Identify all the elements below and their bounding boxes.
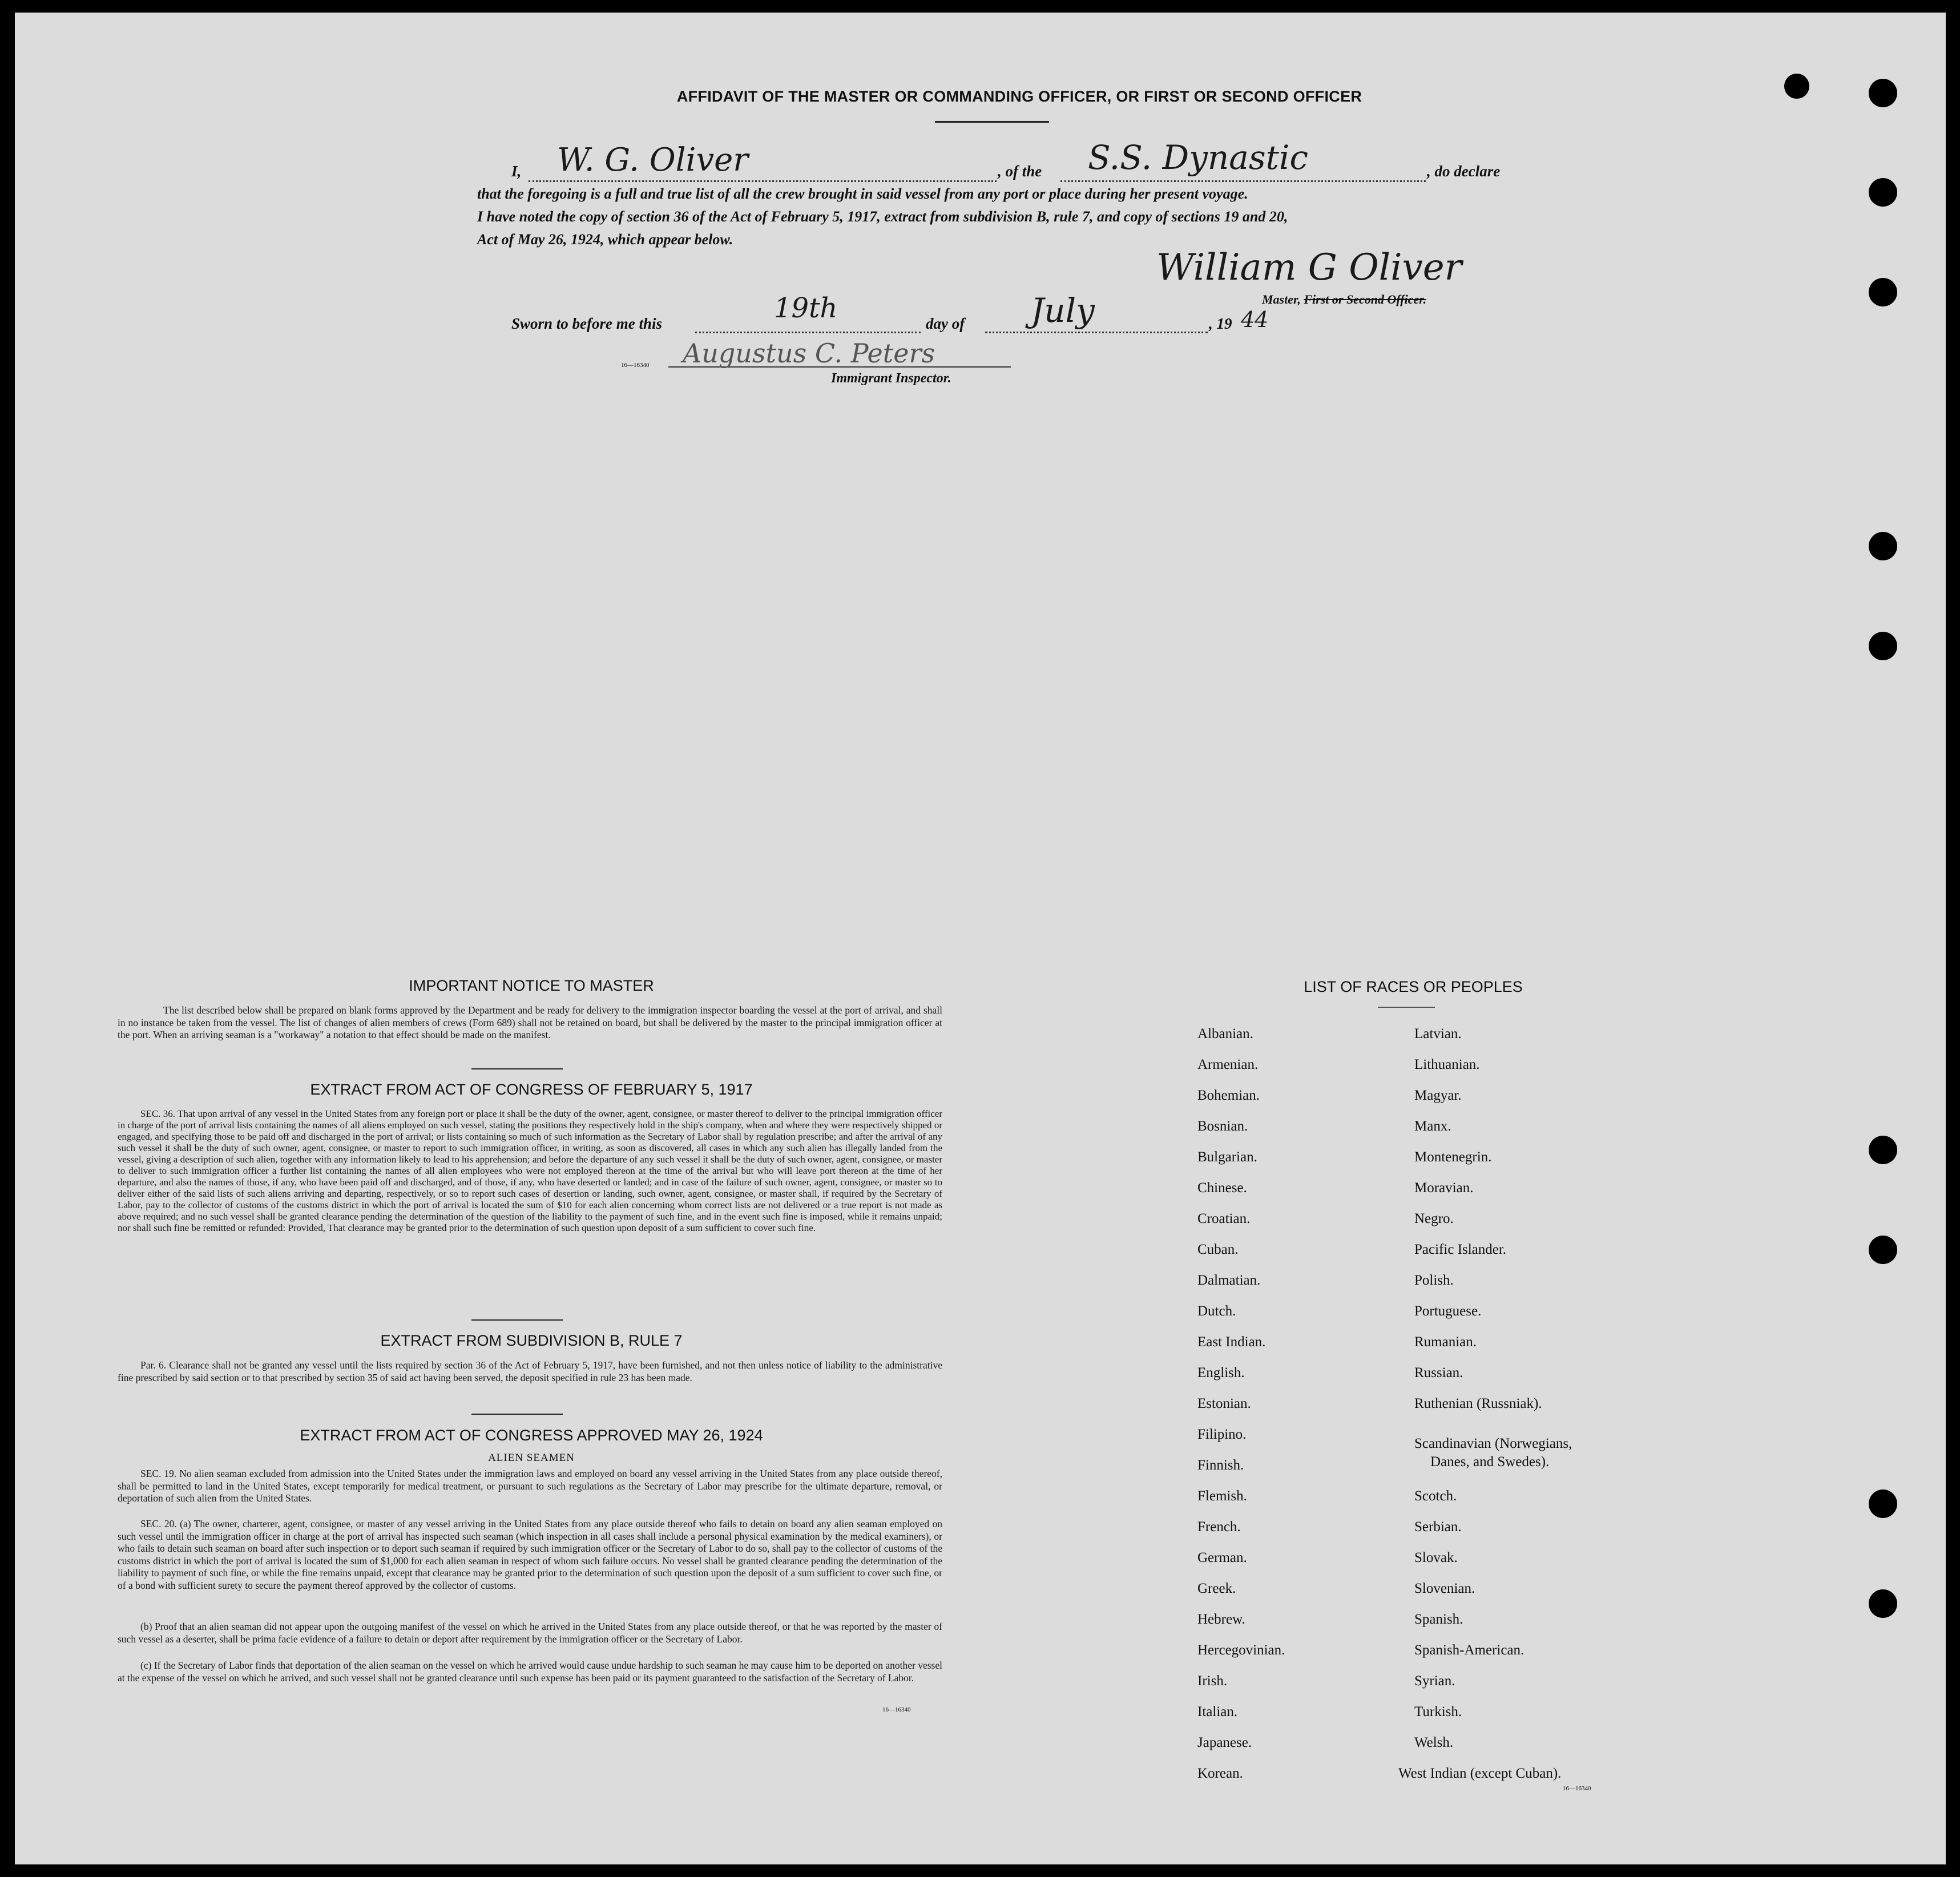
sworn-day-handwritten: 19th <box>774 292 838 324</box>
race-item-left: Chinese. <box>1197 1180 1247 1196</box>
race-item-right: Moravian. <box>1414 1180 1474 1196</box>
race-item-right: Lithuanian. <box>1414 1057 1480 1072</box>
races-divider <box>1378 1007 1435 1008</box>
binder-hole <box>1869 1490 1897 1518</box>
race-item-left: German. <box>1197 1550 1247 1565</box>
races-form-number: 16—16340 <box>1563 1785 1591 1792</box>
notice-text: The list described below shall be prepared on blank forms approved by the Department and be ready for delivery to the immigration inspector boarding the vessel at the port of arrival, and shall in no instance be taken from the vessel. The list of changes of alien members of crews (Form 689) shall not be retained on board, but shall be delivered by the master to the principal immigration officer at the port. When an arriving seaman is a "workaway" a notation to that effect should be made on the manifest. <box>118 1004 942 1040</box>
race-item-left: Greek. <box>1197 1581 1236 1596</box>
affidavit-of-the: , of the <box>998 163 1042 180</box>
race-item-right: Slovak. <box>1414 1550 1458 1565</box>
race-item-left: Italian. <box>1197 1704 1238 1719</box>
race-item-right: West Indian (except Cuban). <box>1398 1766 1562 1781</box>
race-item-left: Korean. <box>1197 1766 1243 1781</box>
race-item-left: Japanese. <box>1197 1735 1252 1750</box>
race-item-left: Armenian. <box>1197 1057 1259 1072</box>
race-item-left: French. <box>1197 1519 1241 1535</box>
master-caption <box>1262 292 1426 307</box>
race-item-left: Dalmatian. <box>1197 1273 1261 1288</box>
affidavit-line2: that the foregoing is a full and true list of all the crew brought in said vessel from any port or place during her present voyage. <box>477 185 1248 202</box>
sworn-text: Sworn to before me this <box>511 315 663 332</box>
race-item-right: Turkish. <box>1414 1704 1462 1719</box>
race-item-left: Croatian. <box>1197 1211 1251 1226</box>
binder-hole <box>1869 632 1897 660</box>
binder-hole <box>1869 79 1897 107</box>
races-heading: LIST OF RACES OR PEOPLES <box>1304 978 1523 995</box>
race-item-right: Spanish. <box>1414 1612 1463 1627</box>
race-item-left: East Indian. <box>1197 1334 1266 1350</box>
race-item-left: Finnish. <box>1197 1458 1244 1473</box>
master-caption-plain: Master, <box>1262 292 1304 306</box>
affidavit-line3: I have noted the copy of section 36 of the Act of February 5, 1917, extract from subdivision B, rule 7, and copy of sections 19 and 20, <box>477 208 1288 225</box>
affidavit-form-number: 16—16340 <box>621 362 650 369</box>
race-item-left: Flemish. <box>1197 1488 1247 1504</box>
affidavit-do-declare: , do declare <box>1427 163 1501 180</box>
document-page <box>15 13 1946 1864</box>
race-item-right: Slovenian. <box>1414 1581 1475 1596</box>
race-item-right: Pacific Islander. <box>1414 1242 1507 1257</box>
race-item-right: Russian. <box>1414 1365 1463 1380</box>
extract2-text: Par. 6. Clearance shall not be granted any vessel until the lists required by section 36 of the Act of February 5, 1917, have been furnished, and not then unless notice of liability to the administrative fine prescribed by said section or to that prescribed by section 35 of said act having been served, the deposit specified in rule 23 has been made. <box>118 1359 942 1383</box>
race-item-left: Dutch. <box>1197 1303 1236 1319</box>
extract1-text: SEC. 36. That upon arrival of any vessel in the United States from any foreign port or place it shall be the duty of the owner, agent, consignee, or master thereof to deliver to the principal immigration officer in charge of the port of arrival lists containing the names of all aliens employed on such vessel, stating the positions they respectively hold in the ship's company, when and where they were respectively shipped or engaged, and specifying those to be paid off and discharged in the port of arrival; or lists containing so much of such information as the Secretary of Labor shall by regulation prescribe; and after the arrival of any such vessel it shall be the duty of such owner, agent, consignee, or master to report to such immigration officer, in writing, as soon as discovered, all cases in which any such alien has illegally landed from the vessel, giving a description of such alien, together with any information likely to lead to his apprehension; and before the departure of any such vessel it shall be the duty of such owner, agent, consignee, or master to deliver to such immigration officer a further list containing the names of all alien employees who were not employed thereon at the time of the arrival but who will leave port thereon at the time of her departure, and also the names of those, if any, who have been paid off and discharged, and of those, if any, who have deserted or landed; and in case of the failure of such owner, agent, consignee, or master so to deliver either of the said lists of such aliens arriving and departing, respectively, or so to report such cases of desertion or landing, such owner, agent, consignee, or master shall, if required by the Secretary of Labor, pay to the collector of customs of the customs district in which the port of arrival is located the sum of $10 for each alien concerning whom correct lists are not delivered or a true report is not made as above required; and no such vessel shall be granted clearance pending the determination of the question of the liability to the payment of such fine, and in the event such fine is imposed, while it remains unpaid; nor shall such fine be remitted or refunded: Provided, That clearance may be granted prior to the determination of such question upon deposit of a sum sufficient to cover such fine. <box>118 1108 942 1233</box>
race-item-right: Polish. <box>1414 1273 1454 1288</box>
affidavit-title: AFFIDAVIT OF THE MASTER OR COMMANDING OFFICER, OR FIRST OR SECOND OFFICER <box>676 88 1362 105</box>
extract3-subheading: ALIEN SEAMEN <box>488 1452 575 1464</box>
race-item-right: Serbian. <box>1414 1519 1462 1535</box>
race-item-right: Latvian. <box>1414 1026 1462 1042</box>
binder-hole <box>1869 532 1897 560</box>
race-item-right: Scandinavian (Norwegians, <box>1414 1436 1572 1451</box>
race-item-right: Scotch. <box>1414 1488 1457 1504</box>
race-item-right: Spanish-American. <box>1414 1642 1525 1658</box>
race-item-right: Negro. <box>1414 1211 1454 1226</box>
notice-divider <box>471 1068 563 1069</box>
race-item-left: Estonian. <box>1197 1396 1251 1411</box>
race-item-left: Bohemian. <box>1197 1088 1260 1103</box>
race-item-left: Irish. <box>1197 1673 1228 1689</box>
notice-heading: IMPORTANT NOTICE TO MASTER <box>409 977 654 994</box>
master-signature: William G Oliver <box>1156 247 1462 289</box>
year-prefix: , 19 <box>1209 315 1232 332</box>
race-item-left: Bosnian. <box>1197 1119 1248 1134</box>
race-item-left: English. <box>1197 1365 1245 1380</box>
inspector-signature: Augustus C. Peters <box>683 338 935 369</box>
binder-hole <box>1869 278 1897 306</box>
race-item-left: Albanian. <box>1197 1026 1253 1042</box>
sec20a-text: SEC. 20. (a) The owner, charterer, agent, consignee, or master of any vessel arriving in the United States from any place outside thereof who fails to detain on board any alien seaman employed on such vessel until the immigration officer in charge at the port of arrival has inspected such seaman (which inspection in all cases shall include a personal physical examination by the medical examiners), or who fails to detain such seaman on board after such inspection or to deport such seaman if required by such immigration officer or the Secretary of Labor to do so, shall pay to the collector of customs of the customs district in which the port of arrival is located the sum of $1,000 for each alien seaman in respect of whom such failure occurs. No vessel shall be granted clearance pending the determination of the liability to payment of such fine, or while the fine remains unpaid, except that clearance may be granted prior to the determination of such question upon the deposit of a sum sufficient to cover such fine, or of a bond with sufficient surety to secure the payment thereof approved by the collector of customs. <box>118 1518 942 1591</box>
sworn-month-handwritten: July <box>1031 291 1095 330</box>
race-item-left: Bulgarian. <box>1197 1149 1257 1165</box>
title-divider <box>935 121 1049 123</box>
officer-name-handwritten: W. G. Oliver <box>557 142 748 179</box>
vessel-name-handwritten: S.S. Dynastic <box>1088 138 1308 177</box>
notice-form-number: 16—16340 <box>882 1706 911 1713</box>
race-item-right: Rumanian. <box>1414 1334 1477 1350</box>
affidavit-line1-i: I, <box>511 163 522 180</box>
race-item-left: Hercegovinian. <box>1197 1642 1285 1658</box>
inspector-caption: Immigrant Inspector. <box>831 371 951 386</box>
binder-hole <box>1869 1236 1897 1264</box>
affidavit-line4: Act of May 26, 1924, which appear below. <box>477 231 733 248</box>
race-item-right: Portuguese. <box>1414 1303 1482 1319</box>
race-item-right: Danes, and Swedes). <box>1430 1454 1550 1470</box>
race-item-left: Hebrew. <box>1197 1612 1245 1627</box>
race-item-right: Syrian. <box>1414 1673 1455 1689</box>
binder-hole <box>1784 74 1809 99</box>
race-item-left: Cuban. <box>1197 1242 1239 1257</box>
extract2-heading: EXTRACT FROM SUBDIVISION B, RULE 7 <box>380 1332 683 1349</box>
race-item-right: Welsh. <box>1414 1735 1454 1750</box>
sec19-text: SEC. 19. No alien seaman excluded from admission into the United States under the immigration laws and employed on board any vessel arriving in the United States from any place outside thereof, shall be permitted to land in the United States, except temporarily for medical treatment, or pursuant to such regulations as the Secretary of Labor may prescribe for the ultimate departure, removal, or deportation of such alien from the United States. <box>118 1468 942 1504</box>
extract1-divider <box>471 1319 563 1321</box>
extract1-heading: EXTRACT FROM ACT OF CONGRESS OF FEBRUARY 5, 1917 <box>310 1081 753 1098</box>
extract2-divider <box>471 1414 563 1415</box>
sec20b-text: (b) Proof that an alien seaman did not appear upon the outgoing manifest of the vessel on which he arrived in the United States from any place outside thereof, or that he was reported by the master of such vessel as a deserter, shall be prima facie evidence of a failure to detain or deport after requirement by the immigration officer or the Secretary of Labor. <box>118 1621 942 1645</box>
race-item-right: Manx. <box>1414 1119 1451 1134</box>
binder-hole <box>1869 178 1897 207</box>
race-item-right: Montenegrin. <box>1414 1149 1492 1165</box>
race-item-left: Filipino. <box>1197 1427 1247 1442</box>
binder-hole <box>1869 1136 1897 1164</box>
sworn-month-line <box>985 318 1208 333</box>
sec20c-text: (c) If the Secretary of Labor finds that deportation of the alien seaman on the vessel on which he arrived would cause undue hardship to such seaman he may cause him to be deported on another vessel at the expense of the vessel on which he arrived, and such vessel shall not be granted clearance until such expense has been paid or its payment guaranteed to the satisfaction of the Secretary of Labor. <box>118 1660 942 1684</box>
master-caption-struck: First or Second Officer. <box>1304 292 1427 306</box>
race-item-right: Magyar. <box>1414 1088 1462 1103</box>
year-handwritten: 44 <box>1241 307 1269 332</box>
day-of-text: day of <box>926 315 965 332</box>
binder-hole <box>1869 1589 1897 1618</box>
extract3-heading: EXTRACT FROM ACT OF CONGRESS APPROVED MAY 26, 1924 <box>300 1427 763 1444</box>
race-item-right: Ruthenian (Russniak). <box>1414 1396 1542 1411</box>
